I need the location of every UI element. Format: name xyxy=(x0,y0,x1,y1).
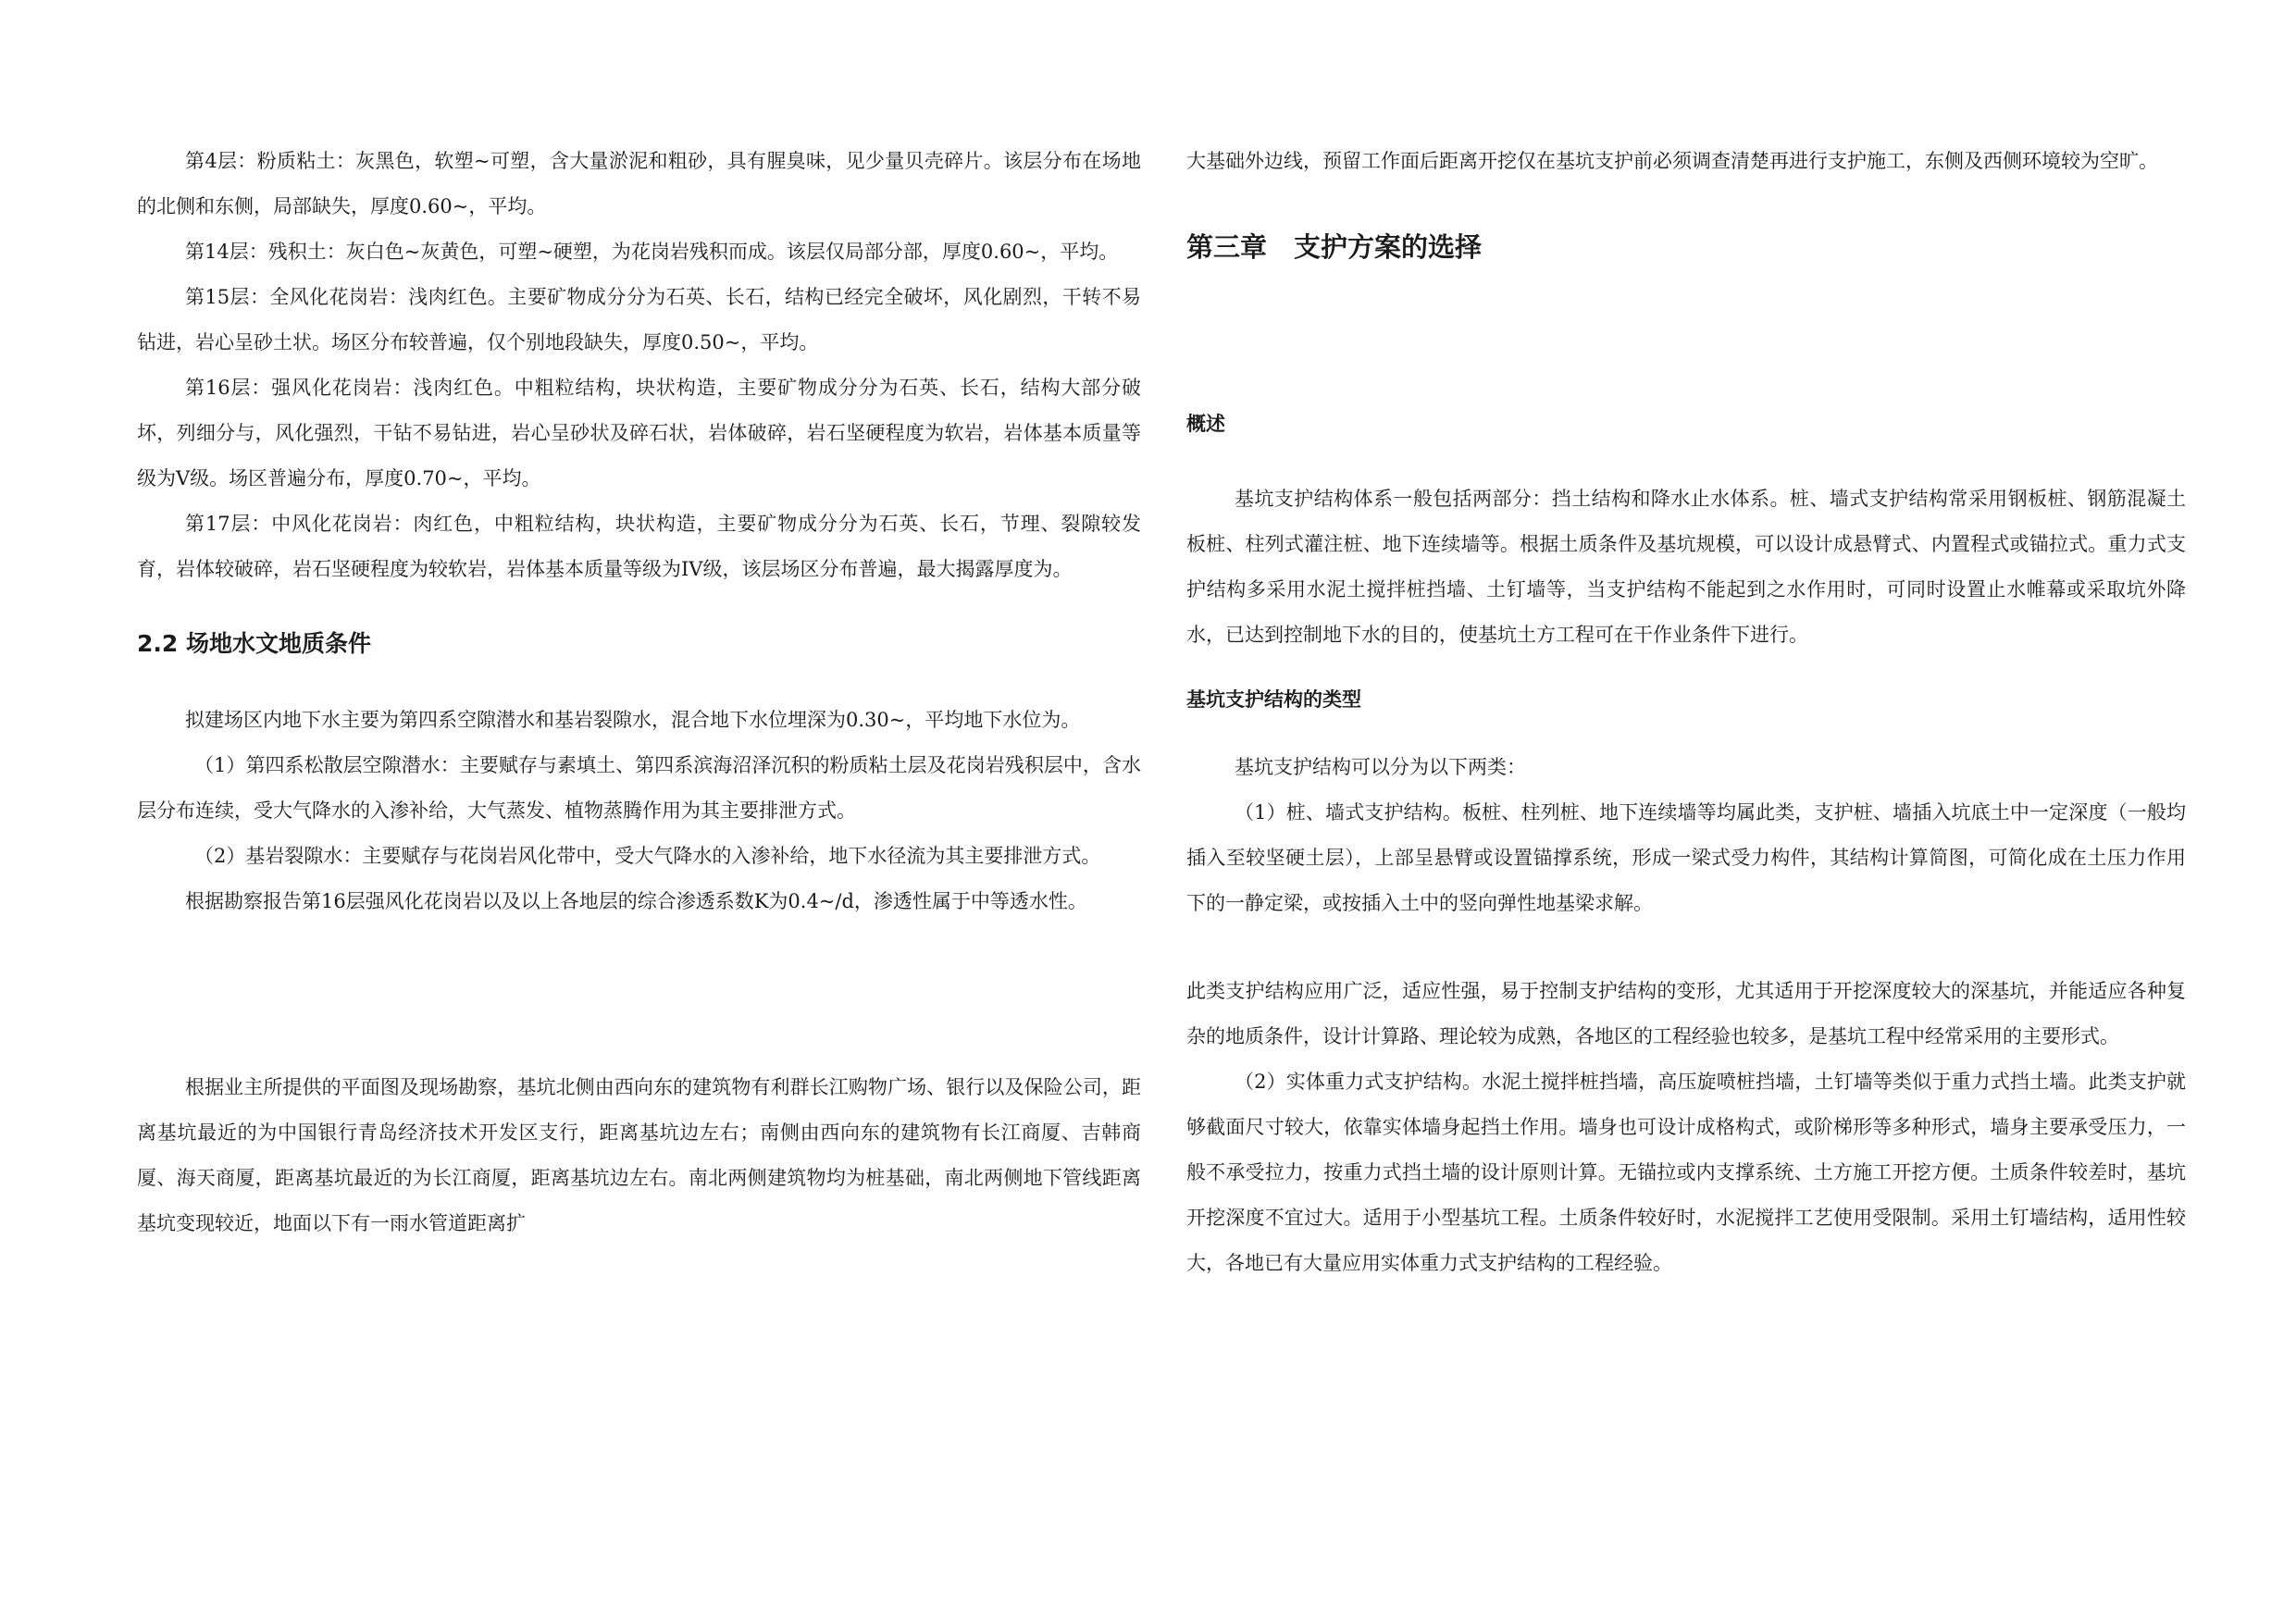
heading-support-types: 基坑支护结构的类型 xyxy=(1186,688,1361,711)
paragraph-permeability: 根据勘察报告第16层强风化花岗岩以及以上各地层的综合渗透系数K为0.4~/d，渗透性属于中等透水性。 xyxy=(185,890,1087,912)
paragraph-overview: 基坑支护结构体系一般包括两部分：挡土结构和降水止水体系。桩、墙式支护结构常采用钢板桩、钢筋混凝土板桩、柱列式灌注桩、地下连续墙等。根据土质条件及基坑规模，可以设计成悬臂式、内置程式或锚拉式。重力式支护结构多采用水泥土搅拌桩挡墙、土钉墙等，当支护结构不能起到之水作用时，可同时设置止水帷幕或采取坑外降水，已达到控制地下水的目的，使基坑土方工程可在干作业条件下进行。 xyxy=(1186,488,2186,646)
paragraph-surroundings-continued: 大基础外边线，预留工作面后距离开挖仅在基坑支护前必须调查清楚再进行支护施工，东侧及西侧环境较为空旷。 xyxy=(1186,150,2158,172)
right-column xyxy=(1186,139,2186,1286)
paragraph-surroundings: 根据业主所提供的平面图及现场勘察，基坑北侧由西向东的建筑物有利群长江购物广场、银行以及保险公司，距离基坑最近的为中国银行青岛经济技术开发区支行，距离基坑边左右；南侧由西向东的建筑物有长江商厦、吉韩商厦、海天商厦，距离基坑最近的为长江商厦，距离基坑边左右。南北两侧建筑物均为桩基础，南北两侧地下管线距离基坑变现较近，地面以下有一雨水管道距离扩 xyxy=(137,1076,1141,1234)
paragraph-groundwater-overview: 拟建场区内地下水主要为第四系空隙潜水和基岩裂隙水，混合地下水位埋深为0.30~，平均地下水位为。 xyxy=(185,709,1081,731)
spacer xyxy=(1186,715,2186,745)
paragraph-pore-water: （1）第四系松散层空隙潜水：主要赋存与素填土、第四系滨海沼泽沉积的粉质粘土层及花岗岩残积层中，含水层分布连续，受大气降水的入渗补给，大气蒸发、植物蒸腾作用为其主要排泄方式。 xyxy=(137,754,1141,822)
paragraph-layer-15: 第15层：全风化花岗岩：浅肉红色。主要矿物成分分为石英、长石，结构已经完全破坏，风化剧烈，干转不易钻进，岩心呈砂土状。场区分布较普遍，仅个别地段缺失，厚度0.50~，平均。 xyxy=(137,286,1141,353)
paragraph-fissure-water: （2）基岩裂隙水：主要赋存与花岗岩风化带中，受大气降水的入渗补给，地下水径流为其主要排泄方式。 xyxy=(194,845,1101,867)
spacer xyxy=(1186,926,2186,969)
spacer xyxy=(137,924,1141,1065)
paragraph-layer-14: 第14层：残积土：灰白色~灰黄色，可塑~硬塑，为花岗岩残积而成。该层仅局部分部，厚度0.60~，平均。 xyxy=(185,241,1119,263)
chapter-title: 第三章 支护方案的选择 xyxy=(1186,231,1483,263)
spacer xyxy=(1186,267,2186,408)
left-column xyxy=(137,139,1141,1246)
paragraph-gravity-type: （2）实体重力式支护结构。水泥土搅拌桩挡墙，高压旋喷桩挡墙，土钉墙等类似于重力式挡土墙。此类支护就够截面尺寸较大，依靠实体墙身起挡土作用。墙身也可设计成格构式，或阶梯形等多种形式，墙身主要承受压力，一般不承受拉力，按重力式挡土墙的设计原则计算。无锚拉或内支撑系统、土方施工开挖方便。土质条件较差时，基坑开挖深度不宜过大。适用于小型基坑工程。土质条件较好时，水泥搅拌工艺使用受限制。采用土钉墙结构，适用性较大，各地已有大量应用实体重力式支护结构的工程经验。 xyxy=(1186,1071,2186,1274)
spacer xyxy=(1186,184,2186,227)
spacer xyxy=(1186,658,2186,684)
heading-overview: 概述 xyxy=(1186,413,1225,435)
spacer xyxy=(137,592,1141,626)
paragraph-layer-17: 第17层：中风化花岗岩：肉红色，中粗粒结构，块状构造，主要矿物成分分为石英、长石，节理、裂隙较发育，岩体较破碎，岩石坚硬程度为较软岩，岩体基本质量等级为IV级，该层场区分布普遍，最大揭露厚度为。 xyxy=(137,513,1141,580)
section-title-hydrogeology: 2.2 场地水文地质条件 xyxy=(137,630,371,657)
paragraph-pile-wall-type: （1）桩、墙式支护结构。板桩、柱列桩、地下连续墙等均属此类，支护桩、墙插入坑底土中一定深度（一般均插入至较坚硬土层），上部呈悬臂或设置锚撑系统，形成一梁式受力构件，其结构计算简图，可简化成在土压力作用下的一静定梁，或按插入土中的竖向弹性地基梁求解。 xyxy=(1186,801,2186,914)
paragraph-layer-4: 第4层：粉质粘土：灰黑色，软塑~可塑，含大量淤泥和粗砂，具有腥臭味，见少量贝壳碎片。该层分布在场地的北侧和东侧，局部缺失，厚度0.60~，平均。 xyxy=(137,150,1141,217)
spacer xyxy=(137,663,1141,698)
spacer xyxy=(1186,440,2186,477)
paragraph-pile-wall-applicability: 此类支护结构应用广泛，适应性强，易于控制支护结构的变形，尤其适用于开挖深度较大的深基坑，并能适应各种复杂的地质条件，设计计算路、理论较为成熟，各地区的工程经验也较多，是基坑工程中经常采用的主要形式。 xyxy=(1186,980,2186,1047)
paragraph-layer-16: 第16层：强风化花岗岩：浅肉红色。中粗粒结构，块状构造，主要矿物成分分为石英、长石，结构大部分破坏，列细分与，风化强烈，干钻不易钻进，岩心呈砂状及碎石状，岩体破碎，岩石坚硬程度为软岩，岩体基本质量等级为V级。场区普遍分布，厚度0.70~，平均。 xyxy=(137,377,1141,489)
paragraph-types-intro: 基坑支护结构可以分为以下两类： xyxy=(1235,756,1526,778)
